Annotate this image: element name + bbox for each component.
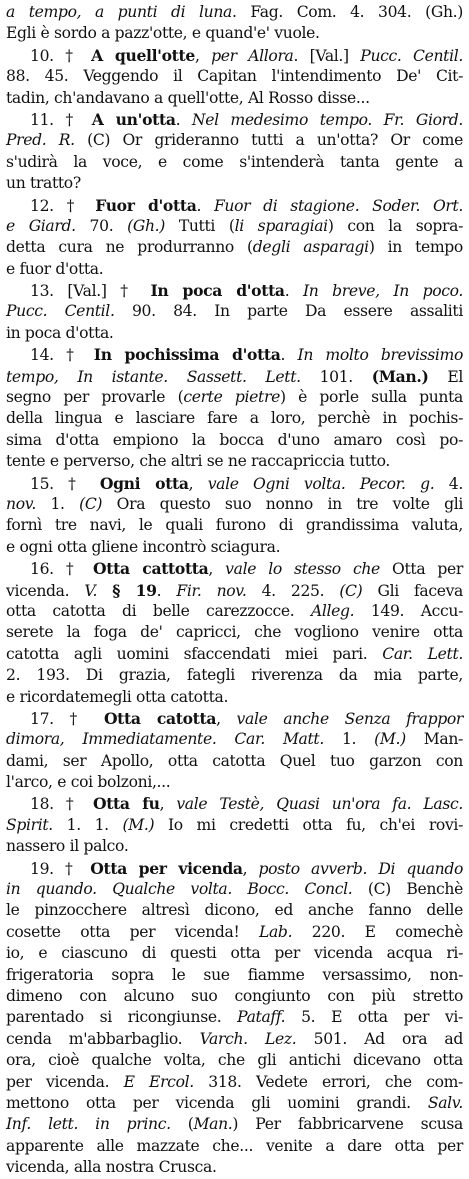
text-line	[6, 408, 463, 429]
text-span: .	[175, 110, 192, 129]
headword-text: Otta catotta	[103, 708, 217, 728]
italic-text: vale Testè, Quasi un'ora fa. Lasc.	[176, 795, 463, 814]
text-span: El	[428, 367, 463, 386]
text-span: 12. †	[30, 196, 96, 215]
text-span: ) in tempo	[368, 238, 463, 257]
text-span: dami, ser Apollo, otta catotta Quel tuo garzon con	[6, 751, 463, 770]
text-line	[6, 1093, 463, 1114]
text-span: 1. 1.	[52, 815, 123, 834]
text-span: Man-	[405, 730, 463, 749]
text-line	[6, 515, 463, 536]
italic-text: (M.)	[374, 730, 406, 749]
text-span: . [Val.]	[293, 46, 361, 65]
text-span: vicenda.	[6, 581, 85, 600]
text-span: l'arco, e coi bolzoni,...	[6, 773, 171, 792]
italic-text: e Giard.	[6, 216, 76, 235]
text-line	[6, 473, 463, 494]
text-span: parentado si ricongiunse.	[6, 1008, 238, 1027]
text-line	[6, 601, 463, 622]
text-line	[6, 879, 463, 900]
text-span: ) è porle sulla punta	[279, 388, 463, 407]
italic-text: certe pietre	[183, 388, 280, 407]
italic-text: nov.	[6, 494, 36, 513]
text-span: cosette otta per vicenda!	[6, 922, 259, 941]
text-line	[6, 109, 463, 130]
text-line	[6, 836, 463, 857]
headword-text: Fuor d'otta	[95, 195, 197, 215]
text-span: e ricordatemegli otta catotta.	[6, 687, 229, 706]
text-span: ,	[159, 795, 177, 814]
text-span: 88. 45. Veggendo il Capitan l'intendimento De' Cit-	[6, 67, 463, 86]
text-span: (C) Or grideranno tutti a un'otta? Or come	[74, 131, 464, 150]
text-span: e ogni otta gliene incontrò sciagura.	[6, 537, 281, 556]
italic-text: (Gh.)	[127, 216, 165, 235]
text-line	[6, 387, 463, 408]
text-span: 17. †	[30, 709, 104, 728]
italic-text: Lab.	[258, 922, 293, 941]
text-span: 220. E comechè	[292, 922, 463, 941]
italic-text: Varch. Lez.	[199, 1029, 297, 1048]
italic-text: vale anche Senza frappor	[236, 709, 463, 728]
headword-text: § 19	[112, 580, 157, 600]
text-span: Tutti (	[165, 216, 235, 235]
text-line	[6, 1007, 463, 1028]
text-line	[6, 986, 463, 1007]
text-span: un tratto?	[6, 174, 81, 193]
text-span: 149. Accu-	[354, 601, 463, 620]
headword-text: In poca d'otta	[150, 281, 285, 301]
text-span: 13. [Val.] †	[30, 282, 151, 301]
text-span: 15. †	[30, 474, 100, 493]
italic-text: in quando. Qualche volta. Bocc. Concl.	[6, 880, 353, 899]
text-line	[6, 580, 463, 601]
text-span: ,	[208, 560, 226, 579]
headword-text: (Man.)	[371, 366, 429, 386]
italic-text: (M.)	[122, 815, 155, 834]
italic-text: Fir. nov.	[176, 581, 247, 600]
text-span: .	[196, 196, 214, 215]
italic-text: vale lo stesso che	[225, 560, 380, 579]
italic-text: degli asparagi	[252, 238, 369, 257]
text-span: Otta per	[379, 560, 464, 579]
italic-text: In molto brevissimo	[297, 346, 463, 365]
text-span: 18. †	[30, 795, 93, 814]
italic-text: a tempo, a punti di luna	[6, 3, 232, 21]
text-line	[6, 237, 463, 258]
text-line	[6, 772, 463, 793]
text-span: tadin, ch'andavano a quell'otte, Al Rosso disse...	[6, 88, 370, 107]
text-span: ora, cioè qualche volta, che gli antichi dicevano otta	[6, 1051, 463, 1070]
text-span: 2. 193. Di grazia, fategli riverenza da mia parte,	[6, 666, 463, 685]
italic-text: Fuor di stagione. Soder. Ort.	[213, 196, 464, 215]
text-line	[6, 644, 463, 665]
italic-text: per Allora	[211, 46, 294, 65]
text-span: mettono otta per vicenda gli uomini grandi.	[6, 1093, 428, 1112]
text-line	[6, 45, 463, 66]
text-span: 70.	[75, 216, 128, 235]
italic-text: In breve, In poco.	[302, 282, 464, 301]
text-span: 19. †	[30, 859, 91, 878]
text-line	[6, 665, 463, 686]
italic-text: Inf. lett. in princ.	[6, 1115, 171, 1134]
headword-text: Otta fu	[92, 794, 160, 814]
text-span: ) Per fabbricarvene scusa	[232, 1115, 463, 1134]
text-line	[6, 451, 463, 472]
text-line	[6, 323, 463, 344]
text-line	[6, 430, 463, 451]
italic-text: tempo, In istante. Sassett. Lett.	[6, 367, 301, 386]
text-line	[6, 900, 463, 921]
text-span: frigeratoria sopra le sue fiamme versassimo, non-	[6, 965, 463, 984]
italic-text: li sparagiai	[234, 216, 328, 235]
text-span: 501. Ad ora ad	[296, 1029, 463, 1048]
text-span: in poca d'otta.	[6, 323, 114, 342]
text-span: io, e ciascuno di questi otta per vicenda acqua ri-	[6, 944, 463, 963]
text-span: .	[156, 581, 177, 600]
text-span	[97, 582, 112, 600]
text-span: (C) Benchè	[352, 880, 463, 899]
text-span: 318. Vedete errori, che com-	[193, 1072, 463, 1091]
text-line	[6, 152, 463, 173]
text-span: 14. †	[30, 346, 94, 365]
text-span: apparente alle mazzate che... venite a dare otta per	[6, 1136, 463, 1155]
text-span: 101.	[300, 367, 372, 386]
text-span: ,	[194, 46, 212, 65]
text-span: cenda m'abbarbaglio.	[6, 1029, 200, 1048]
text-line	[6, 537, 463, 558]
text-line	[6, 66, 463, 87]
text-span: 5. E otta per vi-	[285, 1008, 463, 1027]
text-span: Ora questo suo nonno in tre volte gli	[102, 494, 463, 513]
text-span: ) con la sopra-	[327, 216, 463, 235]
italic-text: Salv.	[427, 1093, 463, 1112]
text-span: 11. †	[30, 110, 92, 129]
text-span: serete la foga de' capricci, che vogliono venire otta	[6, 623, 463, 642]
text-span: Io mi credetti otta fu, ch'ei rovi-	[154, 815, 463, 834]
headword-text: Ogni otta	[99, 473, 189, 493]
text-span: le pinzocchere altresì dicono, ed anche fanno delle	[6, 901, 463, 920]
text-line	[6, 2, 463, 23]
italic-text: (C)	[339, 581, 363, 600]
text-line	[6, 494, 463, 515]
text-line	[6, 1072, 463, 1093]
headword-text: A un'otta	[91, 109, 176, 129]
italic-text: Car. Lett.	[382, 644, 463, 663]
text-span: s'udirà la voce, e come s'intenderà tanta gente a	[6, 152, 463, 171]
text-span: (	[170, 1115, 194, 1134]
text-span: e fuor d'otta.	[6, 259, 104, 278]
text-line	[6, 195, 463, 216]
text-line	[6, 708, 463, 729]
text-span: 1.	[35, 494, 80, 513]
text-line	[6, 943, 463, 964]
headword-text: In pochissima d'otta	[93, 345, 281, 365]
text-span: 4.	[434, 474, 463, 493]
text-span: otta catotta di belle carezzocce.	[6, 601, 311, 620]
italic-text: (C)	[79, 494, 103, 513]
text-span: segno per provarle (	[6, 388, 184, 407]
text-span: vicenda, alla nostra Crusca.	[6, 1158, 217, 1177]
text-span: 4. 225.	[246, 581, 340, 600]
text-line	[6, 344, 463, 365]
text-span: ,	[188, 474, 208, 493]
text-span: nassero il palco.	[6, 837, 129, 856]
text-line	[6, 922, 463, 943]
text-span: Gli faceva	[362, 581, 463, 600]
text-line	[6, 858, 463, 879]
text-span: fornì tre navi, le quali furono di grandissima valuta,	[6, 516, 463, 535]
text-line	[6, 1157, 463, 1178]
text-line	[6, 622, 463, 643]
headword-text: Otta per vicenda	[90, 858, 243, 878]
italic-text: Spirit.	[6, 815, 53, 834]
italic-text: Pucc. Centil.	[6, 302, 115, 321]
text-span: catotta agli uomini sfaccendati miei pari.	[6, 644, 383, 663]
text-span: della lingua e lasciare fare a loro, perchè in pochis-	[6, 409, 463, 428]
text-span: 90. 84. In parte Da essere assaliti	[114, 302, 463, 321]
text-line	[6, 216, 463, 237]
italic-text: E Ercol.	[123, 1072, 194, 1091]
text-span: 16. †	[30, 560, 93, 579]
text-line	[6, 88, 463, 109]
text-span: dimeno con alcuno suo congiunto con più stretto	[6, 986, 463, 1005]
text-span: ,	[216, 709, 237, 728]
italic-text: Alleg.	[310, 601, 355, 620]
text-span: detta cura ne produrranno (	[6, 238, 253, 257]
text-line	[6, 558, 463, 579]
text-line	[6, 965, 463, 986]
text-line	[6, 23, 463, 44]
text-span: Egli è sordo a pazz'otte, e quand'e' vuole.	[6, 24, 320, 43]
text-span: 1.	[323, 730, 375, 749]
text-span: 10. †	[30, 46, 92, 65]
text-line	[6, 130, 463, 151]
text-line	[6, 259, 463, 280]
text-span: ,	[242, 859, 259, 878]
italic-text: vale Ogni volta. Pecor. g.	[207, 474, 435, 493]
text-line	[6, 815, 463, 836]
text-line	[6, 687, 463, 708]
headword-text: Otta cattotta	[93, 559, 209, 579]
text-line	[6, 751, 463, 772]
italic-text: Nel medesimo tempo. Fr. Giord.	[191, 110, 463, 129]
italic-text: Pataff.	[237, 1008, 286, 1027]
text-line	[6, 366, 463, 387]
text-span: sima d'otta empiono la bocca d'uno amaro così po-	[6, 430, 463, 449]
text-line	[6, 301, 463, 322]
italic-text: Pred. R.	[6, 131, 75, 150]
text-line	[6, 1136, 463, 1157]
italic-text: Pucc. Centil.	[360, 46, 463, 65]
headword-text: A quell'otte	[91, 45, 195, 65]
text-span: tente e perverso, che altri se ne raccapriccia tutto.	[6, 452, 390, 471]
italic-text: V.	[84, 581, 98, 600]
text-line	[6, 1050, 463, 1071]
text-span: per vicenda.	[6, 1072, 124, 1091]
italic-text: posto avverb. Di quando	[258, 859, 463, 878]
italic-text: Man.	[193, 1115, 233, 1134]
text-span: .	[280, 346, 298, 365]
text-line	[6, 1114, 463, 1135]
text-span: . Fag. Com. 4. 304. (Gh.)	[231, 3, 463, 21]
text-line	[6, 729, 463, 750]
italic-text: dimora, Immediatamente. Car. Matt.	[6, 730, 324, 749]
text-span: .	[284, 282, 303, 301]
text-line	[6, 173, 463, 194]
text-line	[6, 1029, 463, 1050]
text-line	[6, 280, 463, 301]
text-line	[6, 793, 463, 814]
